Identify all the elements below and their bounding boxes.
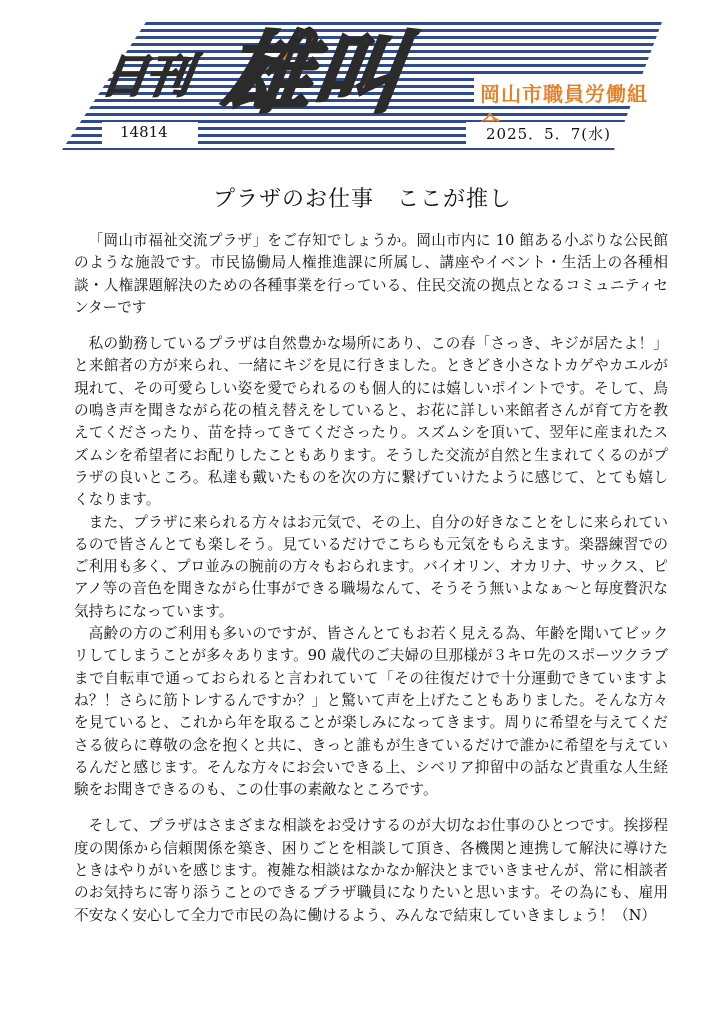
article-body (74, 230, 668, 927)
article-paragraph: 「岡山市福祉交流プラザ」をご存知でしょうか。岡山市内に 10 館ある小ぶりな公民館のような施設です。市民協働局人権推進課に所属し、講座やイベント・生活上の各種相談・人権課題解決のための各種事業を行っている、住民交流の拠点となるコミュニティセンターです (74, 232, 668, 316)
union-name: 岡山市職員労働組 (480, 82, 648, 106)
newspaper-logo-small: 日刊 (97, 49, 194, 103)
article-title: プラザのお仕事 ここが推し (212, 187, 512, 212)
issue-number: 14814 (120, 123, 168, 141)
article-paragraph: 高齢の方のご利用も多いのですが、皆さんとてもお若く見える為、年齢を聞いてビックリしてしまうことが多々あります。90 歳代のご夫婦の旦那様が３キロ先のスポーツクラブまで自転車で通っておられると言われていて「その往復だけで十分運動できていますよね？！さらに筋トレするんですか？」と驚いて声を上げたこともありました。そんな方々を見ていると、これから年を取ることが楽しみになってきます。周りに希望を与えてくださる彼らに尊敬の念を抱くと共に、きっと誰もが生きているだけで誰かに希望を与えているんだと感じます。そんな方々にお会いできる上、シベリア抑留中の話など貴重な人生経験をお聞きできるのも、この仕事の素敵なところです。 (74, 625, 668, 799)
article-paragraph: 私の勤務しているプラザは自然豊かな場所にあり、この春「さっき、キジが居たよ！」と来館者の方が来られ、一緒にキジを見に行きました。ときどき小さなトカゲやカエルが現れて、その可愛らしい姿を愛でられるのも個人的には嬉しいポイントです。そして、鳥の鳴き声を聞きながら花の植え替えをしていると、お花に詳しい来館者さんが育て方を教えてくださったり、苗を持ってきてくださったり。スズムシを頂いて、翌年に産まれたスズムシを希望者にお配りしたこともあります。そうした交流が自然と生まれてくるのがプラザの良いところ。私達も戴いたものを次の方に繋げていけたように感じて、とても嬉しくなります。 (74, 335, 668, 509)
issue-date: 2025．5．7(水) (486, 125, 611, 143)
article-paragraph: また、プラザに来られる方々はお元気で、その上、自分の好きなことをしに来られているので皆さんとても楽しそう。見ているだけでこちらも元気をもらえます。楽器練習でのご利用も多く、プロ並みの腕前の方々もおられます。バイオリン、オカリナ、サックス、ピアノ等の音色を聞きながら仕事ができる職場なんて、そうそう無いよなぁ～と毎度贅沢な気持ちになっています。 (74, 513, 668, 620)
newspaper-logo-big: 雄叫 (216, 22, 412, 125)
article-paragraph: そして、プラザはさまざまな相談をお受けするのが大切なお仕事のひとつです。挨拶程度の関係から信頼関係を築き、困りごとを相談して頂き、各機関と連携して解決に導けたときはやりがいを感じます。複雑な相談はなかなか解決とまでいきませんが、常に相談者のお気持ちに寄り添うことのできるプラザ職員になりたいと思います。その為にも、雇用不安なく安心して全力で市民の為に働けるよう、みんなで結束していきましょう！（N） (74, 817, 668, 924)
masthead (62, 22, 662, 150)
